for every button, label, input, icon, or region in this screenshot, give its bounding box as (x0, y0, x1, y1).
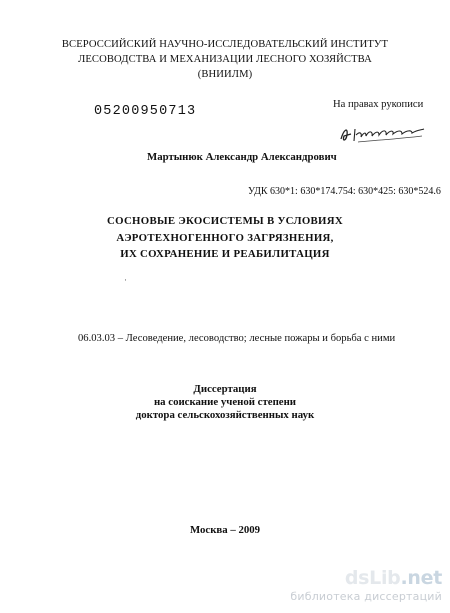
scan-speck: · (124, 275, 127, 285)
author-name: Мартынюк Александр Александрович (147, 151, 337, 163)
watermark-logo: dsLib.net (344, 567, 442, 589)
institute-line-3: (ВНИИЛМ) (197, 69, 253, 80)
title-line-1: СОСНОВЫЕ ЭКОСИСТЕМЫ В УСЛОВИЯХ (107, 215, 343, 227)
watermark-subtitle: библиотека диссертаций (290, 590, 442, 603)
title-line-2: АЭРОТЕХНОГЕННОГО ЗАГРЯЗНЕНИЯ, (116, 231, 334, 244)
dissertation-degree (0, 383, 450, 422)
institute-line-1: ВСЕРОССИЙСКИЙ НАУЧНО-ИССЛЕДОВАТЕЛЬСКИЙ ИНСТИТУТ (61, 39, 389, 50)
institute-header (0, 37, 450, 82)
watermark (290, 568, 442, 603)
city-year: Москва – 2009 (189, 524, 261, 536)
degree-line-2: на соискание ученой степени (153, 396, 297, 408)
handwritten-signature (338, 121, 426, 147)
degree-line-3: доктора сельскохозяйственных наук (135, 409, 315, 421)
registration-code: 05200950713 (94, 104, 197, 119)
degree-line-1: Диссертация (193, 383, 257, 395)
dissertation-title (0, 213, 450, 263)
udk-code: УДК 630*1: 630*174.754: 630*425: 630*524.6 (248, 186, 441, 197)
rights-notice: На правах рукописи (333, 99, 424, 110)
title-line-3: ИХ СОХРАНЕНИЕ И РЕАБИЛИТАЦИЯ (120, 248, 330, 260)
institute-line-2: ЛЕСОВОДСТВА И МЕХАНИЗАЦИИ ЛЕСНОГО ХОЗЯЙСТВА (78, 54, 372, 65)
specialty-line: 06.03.03 – Лесоведение, лесоводство; лесные пожары и борьба с ними (78, 333, 396, 344)
